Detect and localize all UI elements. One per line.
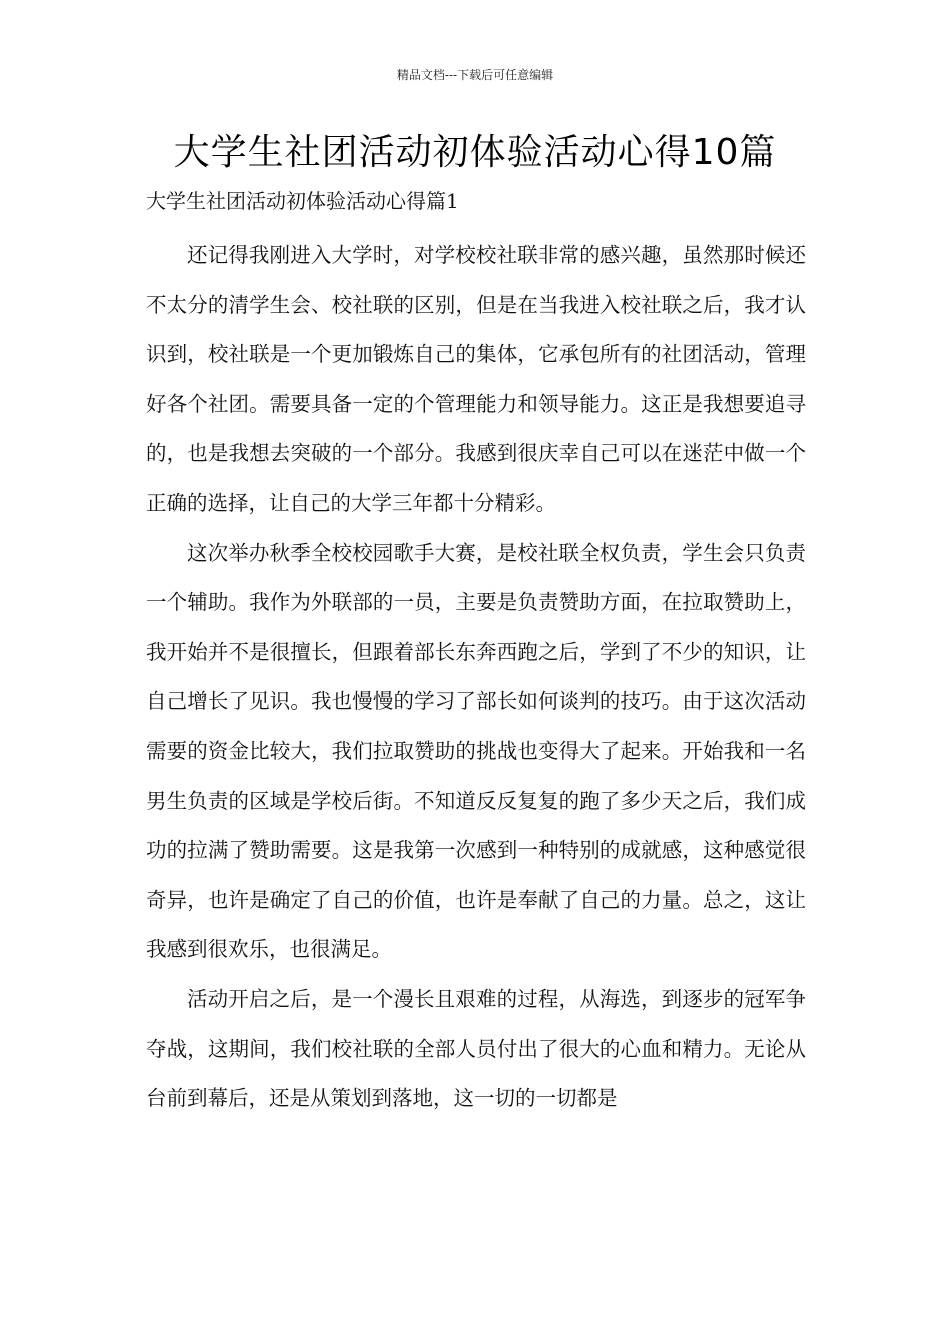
paragraph-2: 这次举办秋季全校校园歌手大赛，是校社联全权负责，学生会只负责一个辅助。我作为外联部的一员，主要是负责赞助方面，在拉取赞助上，我开始并不是很擅长，但跟着部长东奔西跑之后，学到了不少的知识，让自己增长了见识。我也慢慢的学习了部长如何谈判的技巧。由于这次活动需要的资金比较大，我们拉取赞助的挑战也变得大了起来。开始我和一名男生负责的区域是学校后街。不知道反反复复的跑了多少天之后，我们成功的拉满了赞助需要。这是我第一次感到一种特别的成就感，这种感觉很奇异，也许是确定了自己的价值，也许是奉献了自己的力量。总之，这让我感到很欢乐，也很满足。 bbox=[146, 540, 806, 962]
document-title: 大学生社团活动初体验活动心得10篇 bbox=[173, 132, 777, 173]
paragraph-1: 还记得我刚进入大学时，对学校校社联非常的感兴趣，虽然那时候还不太分的清学生会、校社联的区别，但是在当我进入校社联之后，我才认识到，校社联是一个更加锻炼自己的集体，它承包所有的社团活动，管理好各个社团。需要具备一定的个管理能力和领导能力。这正是我想要追寻的，也是我想去突破的一个部分。我感到很庆幸自己可以在迷茫中做一个正确的选择，让自己的大学三年都十分精彩。 bbox=[146, 243, 806, 515]
header-note: 精品文档---下载后可任意编辑 bbox=[396, 68, 554, 82]
body-text bbox=[146, 231, 806, 1124]
section-heading: 大学生社团活动初体验活动心得篇1 bbox=[146, 189, 459, 213]
paragraph-3: 活动开启之后，是一个漫长且艰难的过程，从海选，到逐步的冠军争夺战，这期间，我们校社联的全部人员付出了很大的心血和精力。无论从台前到幕后，还是从策划到落地，这一切的一切都是 bbox=[146, 986, 806, 1111]
